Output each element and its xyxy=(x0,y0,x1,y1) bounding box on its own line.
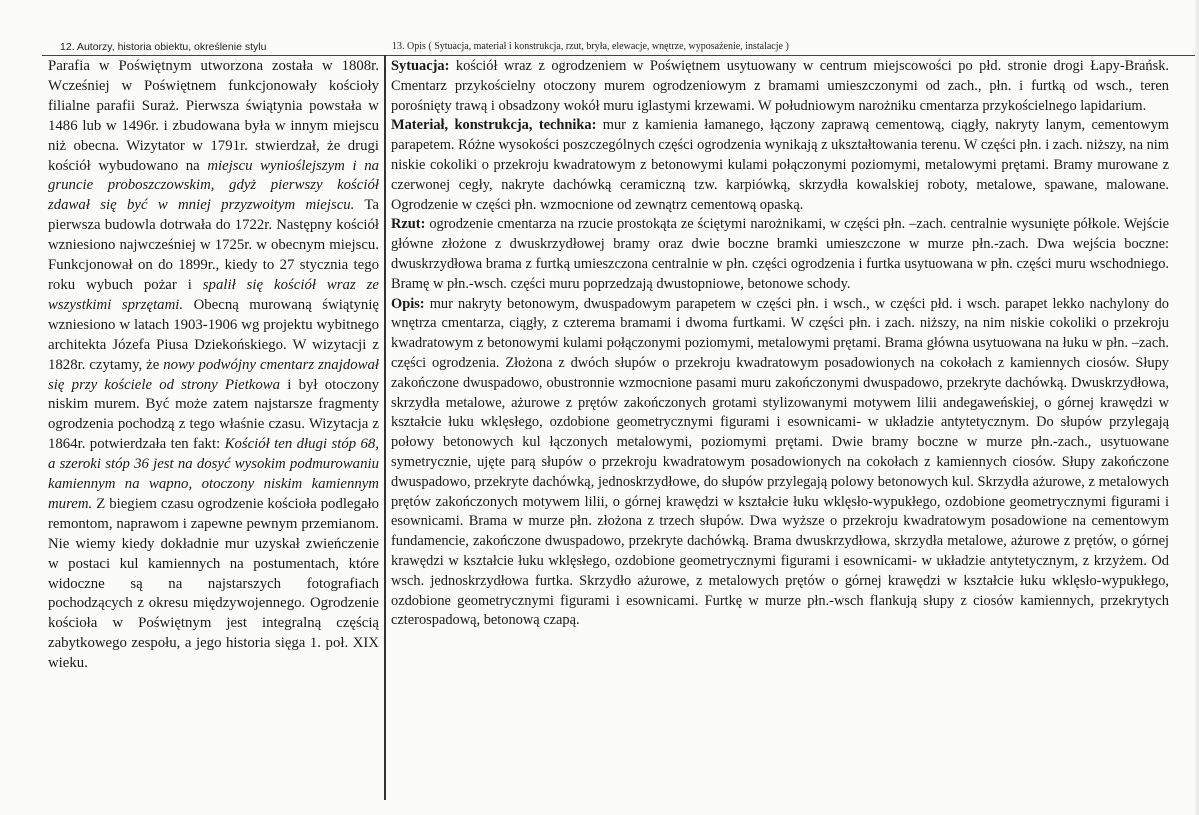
history-column xyxy=(48,57,379,674)
column-divider xyxy=(384,55,386,800)
description-text: mur nakryty betonowym, dwuspadowym parapetem w części płn. i wsch., w części płd. i wsch. parapet lekko nachylony do wnętrza cmentarza, ciągły, z czterema bramami i dwoma furtkami. W części płn. i zach. niższy, na nim niskie cokoliki o przekroju kwadratowym z betonowymi kulami połączonymi poziomymi, metalowymi prętami. Brama główna usytuowana na łuku w płn. –zach. części ogrodzenia. Złożona z dwóch słupów o przekroju kwadratowym posadowionych na cokołach z kamiennych ciosów. Słupy zakończone dwuspadowo, obustronnie wzmocnione pasami muru zakończonymi dwuspadowo, przekryte dachówką. Dwuskrzydłowa, skrzydła metalowe, ażurowe z prętów zakończonych grotami stylizowanymi motywem lilii andegaweńskiej, o górnej krawędzi w kształcie łuku wklęsłego, ozdobione geometrycznymi figurami i esownicami- w układzie antytetycznym. Do słupów przylegają połowy betonowych kul łączonych metalowymi, poziomymi prętami. Dwie bramy boczne w murze płn.-zach., usytuowane symetrycznie, ujęte parą słupów o przekroju kwadratowym posadowionych na cokołach z kamiennych ciosów. Słupy zakończone dwuspadowo, przekryte dachówką, jednoskrzydłowe, do słupów przylegają polowy betonowych kul. Skrzydła ażurowe, z metalowych prętów zakończonych motywem lilii, o górnej krawędzi w kształcie łuku wklęsło-wypukłego, ozdobione geometrycznymi figurami i esownicami. Brama w murze płn. złożona z trzech słupów. Dwa wyższe o przekroju kwadratowym posadowione na cementowym fundamencie, zakończone dwuspadowo, przekryte dachówką. Brama dwuskrzydłowa, skrzydła metalowe, ażurowe z prętów, o górnej krawędzi w kształcie łuku wklęsłego, ozdobione geometrycznymi figurami i esownicami- w układzie antytetycznym, z krzyżem. Od wsch. jednoskrzydłowa furtka. Skrzydło ażurowe, z metalowych prętów o górnej krawędzi w kształcie łuku wklęsło-wypukłego, ozdobione geometrycznymi figurami i esownicami. Furtkę w murze płn.-wsch flankują słupy z ciosów kamiennych, przekrytych czterospadową, betonową czapą. xyxy=(391,295,1169,629)
description-paragraph xyxy=(391,295,1169,632)
material-label: Materiał, konstrukcja, technika: xyxy=(391,117,597,134)
material-text: mur z kamienia łamanego, łączony zaprawą cementową, ciągły, nakryty lanym, cementowym parapetem. Różne wysokości poszczególnych części ogrodzenia wynikają z ukształtowania terenu. W części płn. i zach. niższy, na nim niskie cokoliki o przekroju kwadratowym z betonowymi kulami połączonymi poziomymi, metalowymi prętami. Bramy murowane z czerwonej cegły, nakryte dachówką ceramiczną tzw. karpiówką, skrzydła kowalskiej roboty, metalowe, spawane, malowane. Ogrodzenie w części płn. wzmocnione od zewnątrz cementową opaską. xyxy=(391,117,1170,213)
scan-edge xyxy=(1195,0,1199,815)
section-13-heading: 13. Opis ( Sytuacja, materiał i konstrukcja, rzut, bryła, elewacje, wnętrze, wyposażenie, instalacje ) xyxy=(392,41,789,52)
history-quote: nowy podwójny cmentarz znajdował się przy kościele od strony Pietkowa xyxy=(48,356,379,393)
description-label: Opis: xyxy=(391,295,425,312)
history-quote: Kościół ten długi stóp 68, a szeroki stóp 36 jest na dosyć wysokim podmurowaniu kamiennym na wapno, otoczony niskim kamiennym murem. xyxy=(48,436,380,512)
section-12-heading: 12. Autorzy, historia obiektu, określenie stylu xyxy=(60,41,267,53)
plan-label: Rzut: xyxy=(391,216,426,233)
situation-paragraph xyxy=(391,57,1169,116)
history-text: Ta pierwsza budowla dotrwała do 1722r. Następny kościół wzniesiono najwcześniej w 1725r. w obecnym miejscu. Funkcjonował on do 1899r., kiedy to 27 stycznia tego roku wybuch pożar i xyxy=(48,197,379,293)
description-column xyxy=(391,57,1169,631)
plan-text: ogrodzenie cmentarza na rzucie prostokąta ze ściętymi narożnikami, w części płn. –zach. centralnie wysunięte półkole. Wejście główne złożone z dwuskrzydłowej bramy oraz dwie boczne bramki umieszczone w murze płn.-zach. Dwa wejścia boczne: dwuskrzydłowa brama z furtką umieszczona centralnie w płn. części ogrodzenia i furtka usytuowana w płn. części muru wschodniego. Bramę w płn.-wsch. części muru poprzedzają dwustopniowe, betonowe schody. xyxy=(391,216,1169,292)
history-text: Parafia w Poświętnym utworzona została w 1808r. Wcześniej w Poświętnem funkcjonowały kościoły filialne parafii Suraż. Pierwsza świątynia powstała w 1486 lub w 1496r. i zbudowana była w innym miejscu niż obecna. Wizytator w 1791r. stwierdzał, że drugi kościół wybudowano na xyxy=(48,58,379,174)
history-text: Obecną murowaną świątynię wzniesiono w latach 1903-1906 wg projektu wybitnego architekta Józefa Piusa Dziekońskiego. W wizytacji z 1828r. czytamy, że xyxy=(48,296,379,373)
history-quote: miejscu wynioślejszym i na gruncie proboszczowskim, gdyż pierwszy kościół zdawał się być w mniej przyzwoitym miejscu. xyxy=(48,157,379,214)
history-quote: spalił się kościół wraz ze wszystkimi sprzętami. xyxy=(48,276,379,313)
history-text: i był otoczony niskim murem. Być może zatem najstarsze fragmenty ogrodzenia pochodzą z tego właśnie czasu. Wizytacja z 1864r. potwierdzała ten fakt: xyxy=(48,376,380,453)
header-rule xyxy=(42,55,1199,56)
plan-paragraph xyxy=(391,215,1169,294)
situation-text: kościół wraz z ogrodzeniem w Poświętnem usytuowany w centrum miejscowości po płd. stronie drogi Łapy-Brańsk. Cmentarz przykościelny otoczony murem ogrodzeniowym z bramami umieszczonymi od zach., płn. i furtką od wsch., teren porośnięty trawą i obsadzony wokół muru iglastymi krzewami. W południowym narożniku cmentarza przykościelnego lapidarium. xyxy=(391,58,1169,114)
situation-label: Sytuacja: xyxy=(391,58,450,74)
material-paragraph xyxy=(391,116,1169,215)
history-text: Z biegiem czasu ogrodzenie kościoła podlegało remontom, naprawom i zapewne pewnym przemianom. Nie wiemy kiedy dokładnie mur uzyskał zwieńczenie w postaci kul kamiennych na postumentach, które widoczne są na najstarszych fotografiach pochodzących z okresu międzywojennego. Ogrodzenie kościoła w Poświętnym jest integralną częścią zabytkowego zespołu, a jego historia sięga 1. poł. XIX wieku. xyxy=(48,495,379,672)
